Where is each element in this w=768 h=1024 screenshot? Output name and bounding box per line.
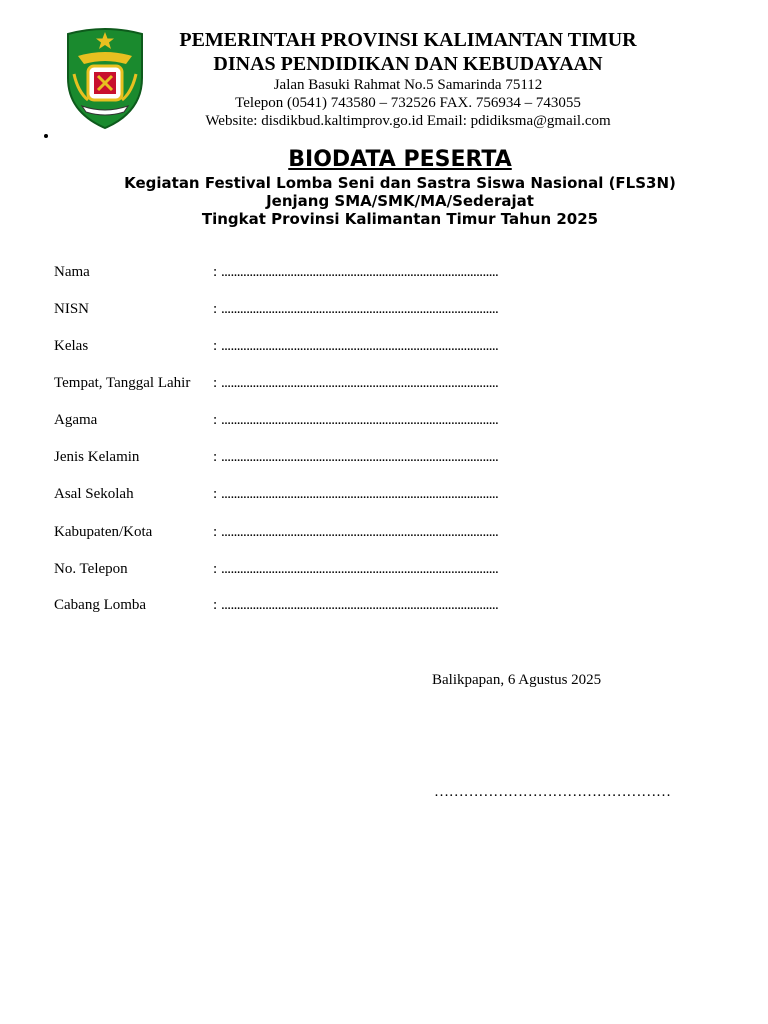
kalimantan-timur-emblem-icon (64, 26, 146, 130)
field-separator: : (213, 524, 218, 540)
subtitle-event: Kegiatan Festival Lomba Seni dan Sastra Siswa Nasional (FLS3N) (124, 174, 676, 192)
subtitle-level: Jenjang SMA/SMK/MA/Sederajat (266, 192, 534, 210)
field-label: Nama (54, 264, 90, 280)
subtitle-scope: Tingkat Provinsi Kalimantan Timur Tahun 2025 (201, 210, 599, 228)
page-title: BIODATA PESERTA (288, 147, 512, 172)
stray-dot (44, 134, 48, 138)
field-separator: : (213, 301, 218, 317)
field-blank[interactable]: ........................................................................................ (221, 301, 499, 317)
field-label: No. Telepon (54, 561, 128, 577)
agency-website: Website: disdikbud.kaltimprov.go.id Email: pdidiksma@gmail.com (205, 113, 611, 129)
field-blank[interactable]: ........................................................................................ (221, 449, 499, 465)
agency-phone: Telepon (0541) 743580 – 732526 FAX. 756934 – 743055 (235, 95, 581, 111)
field-label: Agama (54, 412, 98, 428)
field-blank[interactable]: ........................................................................................ (221, 264, 499, 280)
field-separator: : (213, 449, 218, 465)
field-label: Kelas (54, 338, 89, 354)
field-blank[interactable]: ........................................................................................ (221, 338, 499, 354)
field-label: Asal Sekolah (54, 486, 134, 502)
title-block (60, 146, 740, 228)
field-blank[interactable]: ........................................................................................ (221, 375, 499, 391)
agency-name: DINAS PENDIDIKAN DAN KEBUDAYAAN (213, 53, 603, 75)
field-label: Tempat, Tanggal Lahir (54, 375, 191, 391)
field-label: Jenis Kelamin (54, 449, 140, 465)
field-separator: : (213, 486, 218, 502)
letterhead (150, 28, 666, 130)
field-blank[interactable]: ........................................................................................ (221, 412, 499, 428)
field-blank[interactable]: ........................................................................................ (221, 597, 499, 613)
field-separator: : (213, 375, 218, 391)
field-separator: : (213, 338, 218, 354)
place-date: Balikpapan, 6 Agustus 2025 (432, 672, 602, 688)
field-separator: : (213, 597, 218, 613)
field-blank[interactable]: ........................................................................................ (221, 561, 499, 577)
field-label: NISN (54, 301, 90, 317)
field-separator: : (213, 264, 218, 280)
field-separator: : (213, 561, 218, 577)
field-blank[interactable]: ........................................................................................ (221, 524, 499, 540)
government-name: PEMERINTAH PROVINSI KALIMANTAN TIMUR (179, 29, 637, 51)
field-separator: : (213, 412, 218, 428)
field-blank[interactable]: ........................................................................................ (221, 486, 499, 502)
field-label: Cabang Lomba (54, 597, 147, 613)
field-label: Kabupaten/Kota (54, 524, 153, 540)
signature-line[interactable]: ………………………………………… (434, 784, 671, 800)
agency-address: Jalan Basuki Rahmat No.5 Samarinda 75112 (273, 77, 543, 93)
